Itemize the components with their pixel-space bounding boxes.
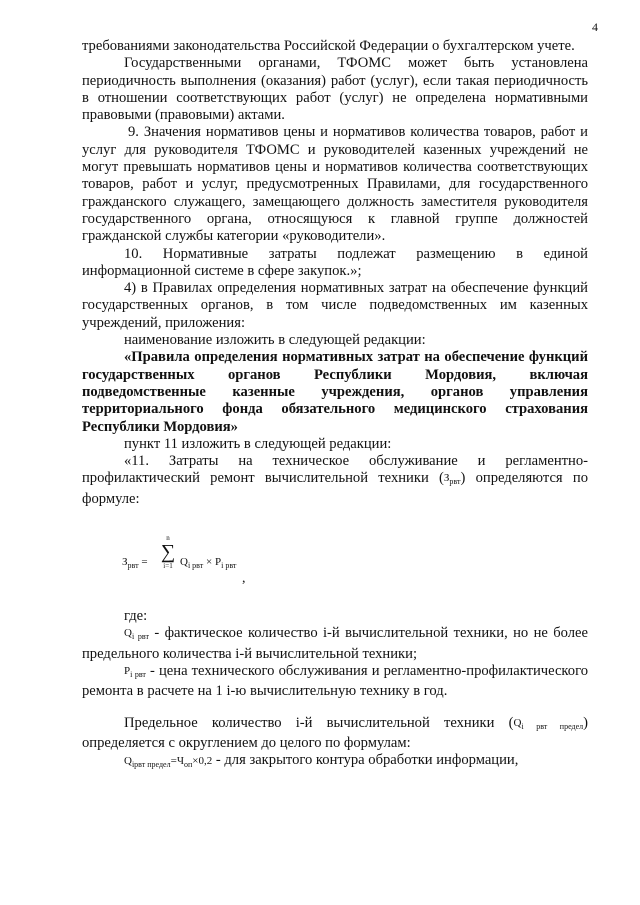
formula-closed-contour	[124, 752, 588, 773]
closed-contour-text: - для закрытого контура обработки информации,	[212, 752, 519, 769]
where-label: где:	[124, 608, 148, 625]
sigma-symbol: n ∑ i=1	[160, 534, 176, 571]
symbol-p: $P_{i рвт}$	[124, 664, 146, 679]
item-11-text-end: ) определяются по формуле:	[82, 470, 588, 507]
paragraph-item-10: 10. Нормативные затраты подлежат размещению в единой информационной системе в сфере закупок.»;	[82, 245, 588, 279]
paragraph-item-9: 9. Значения нормативов цены и нормативов количества товаров, работ и услуг для руководителя ТФОМС и руководителей казенных учреждений не могут превышать нормативов цены и нормативов количества соответствующих товаров, работ и услуг, предусмотренных Правилами, для государственного гражданского служащего, замещающего должность заместителя руководителя государственного органа, относящуюся к главной группе должностей гражданской службы категории «руководители».	[82, 124, 588, 245]
definition-q: $Q_{i рвт}$ - фактическое количество i-й вычислительной техники, но не более предельного количества i-й вычислительной техники;	[82, 625, 589, 662]
formula-lhs: $З_{рвт}$ =	[122, 556, 148, 571]
paragraph-item-11-instruction: пункт 11 изложить в следующей редакции:	[124, 435, 392, 452]
rules-title: «Правила определения нормативных затрат на обеспечение функций государственных органов Республики Мордовия, включая подведомственные казенные учреждения, органов управления территориального фонда обязательного медицинского страхования Республики Мордовия»	[82, 349, 588, 435]
definition-p: $P_{i рвт}$ - цена технического обслуживания и регламентно-профилактического ремонта в расчете на 1 i-ю вычислительную технику в год.	[82, 662, 588, 700]
paragraph-rules-amendment: 4) в Правилах определения нормативных затрат на обеспечение функций государственных органов, в том числе подведомственных им казенных учреждений, приложения:	[82, 280, 588, 331]
formula-rhs: $Q_{i рвт} \times P_{i рвт}$	[180, 556, 237, 571]
paragraph-accounting: требованиями законодательства Российской Федерации о бухгалтерском учете.	[82, 38, 575, 54]
paragraph-periodicity: Государственными органами, ТФОМС может быть установлена периодичность выполнения (оказания) работ (услуг), если такая периодичность в отношении соответствующих работ (услуг) не определена нормативными правовыми (правовыми) актами.	[82, 55, 588, 124]
formula-comma: ,	[242, 571, 246, 587]
symbol-z-inline: $З_{рвт}$	[443, 472, 461, 487]
formula-q-limit: $Q_{iрвт предел}=Ч_{оп}\times 0,2$	[124, 755, 213, 770]
page-number: 4	[592, 20, 598, 34]
symbol-q: $Q_{i рвт}$	[124, 627, 149, 642]
paragraph-title-instruction: наименование изложить в следующей редакции:	[124, 332, 426, 349]
document-body	[82, 38, 588, 773]
paragraph-item-11	[82, 453, 588, 508]
paragraph-limit-quantity: Предельное количество i-й вычислительной техники $(Q_{i рвт предел})$ определяется с округлением до целого по формулам:	[82, 714, 589, 751]
formula-main	[82, 514, 588, 604]
symbol-q-limit: $Q_{i рвт предел}$	[513, 716, 584, 731]
item-11-text-start: «11. Затраты на техническое обслуживание и регламентно-профилактический ремонт вычислительной техники (	[82, 453, 588, 487]
